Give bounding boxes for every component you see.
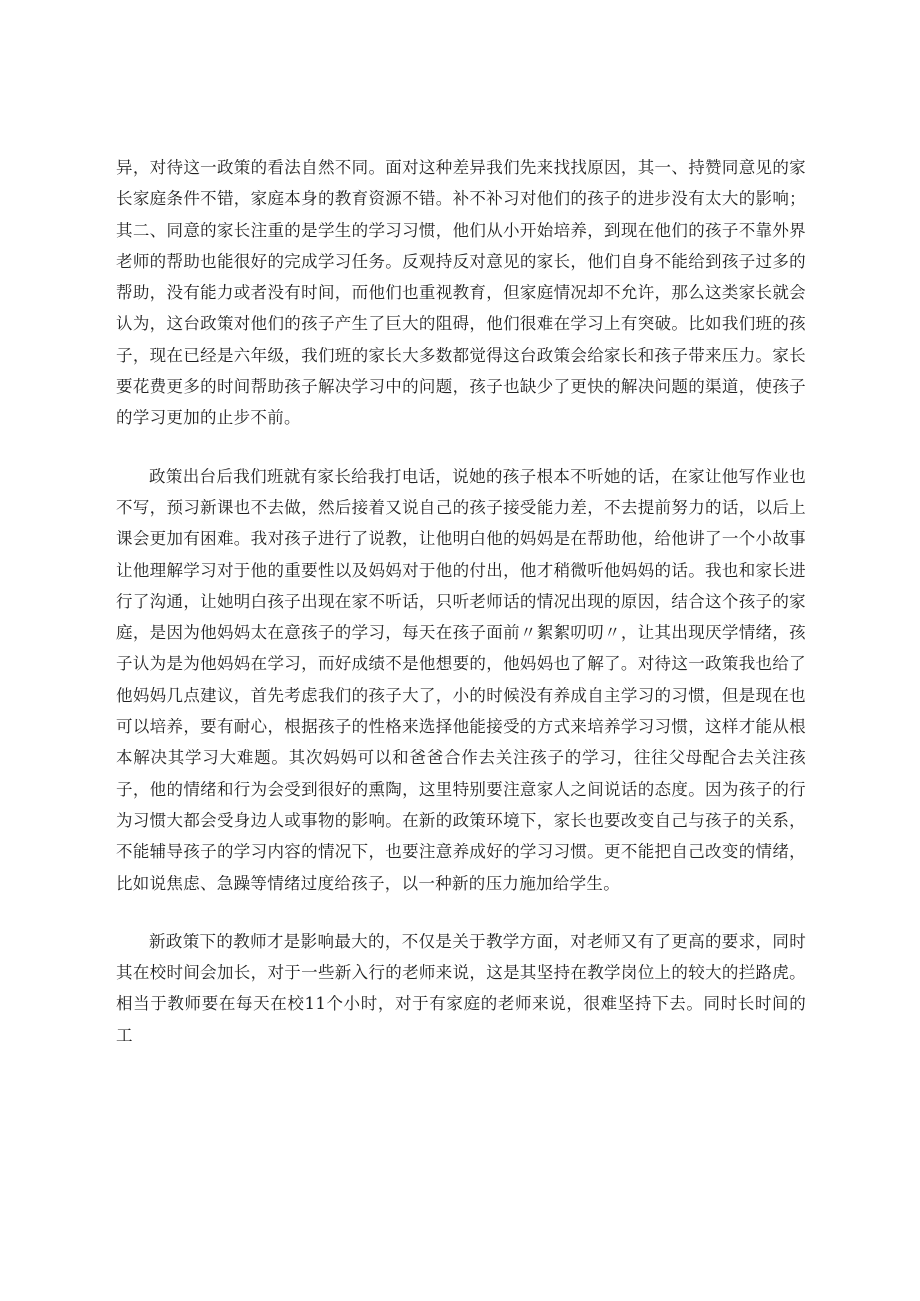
- paragraph-3: 新政策下的教师才是影响最大的，不仅是关于教学方面，对老师又有了更高的要求，同时其在校时间会加长，对于一些新入行的老师来说，这是其坚持在教学岗位上的较大的拦路虎。相当于教师要在每天在校11个小时，对于有家庭的老师来说，很难坚持下去。同时长时间的工: [116, 931, 806, 1045]
- document-body: [116, 152, 806, 1051]
- paragraph-1: 异，对待这一政策的看法自然不同。面对这种差异我们先来找找原因，其一、持赞同意见的家长家庭条件不错，家庭本身的教育资源不错。补不补习对他们的孩子的进步没有太大的影响；其二、同意的家长注重的是学生的学习习惯，他们从小开始培养，到现在他们的孩子不靠外界老师的帮助也能很好的完成学习任务。反观持反对意见的家长，他们自身不能给到孩子过多的帮助，没有能力或者没有时间，而他们也重视教育，但家庭情况却不允许，那么这类家长就会认为，这台政策对他们的孩子产生了巨大的阻碍，他们很难在学习上有突破。比如我们班的孩子，现在已经是六年级，我们班的家长大多数都觉得这台政策会给家长和孩子带来压力。家长要花费更多的时间帮助孩子解决学习中的问题，孩子也缺少了更快的解决问题的渠道，使孩子的学习更加的止步不前。: [116, 158, 806, 428]
- paragraph-2: 政策出台后我们班就有家长给我打电话，说她的孩子根本不听她的话，在家让他写作业也不写，预习新课也不去做，然后接着又说自己的孩子接受能力差，不去提前努力的话，以后上课会更加有困难。我对孩子进行了说教，让他明白他的妈妈是在帮助他，给他讲了一个小故事让他理解学习对于他的重要性以及妈妈对于他的付出，他才稍微听他妈妈的话。我也和家长进行了沟通，让她明白孩子出现在家不听话，只听老师话的情况出现的原因，结合这个孩子的家庭，是因为他妈妈太在意孩子的学习，每天在孩子面前〃絮絮叨叨〃，让其出现厌学情绪，孩子认为是为他妈妈在学习，而好成绩不是他想要的，他妈妈也了解了。对待这一政策我也给了他妈妈几点建议，首先考虑我们的孩子大了，小的时候没有养成自主学习的习惯，但是现在也可以培养，要有耐心，根据孩子的性格来选择他能接受的方式来培养学习习惯，这样才能从根本解决其学习大难题。其次妈妈可以和爸爸合作去关注孩子的学习，往往父母配合去关注孩子，他的情绪和行为会受到很好的熏陶，这里特别要注意家人之间说话的态度。因为孩子的行为习惯大都会受身边人或事物的影响。在新的政策环境下，家长也要改变自己与孩子的关系，不能辅导孩子的学习内容的情况下，也要注意养成好的学习习惯。更不能把自己改变的情绪，比如说焦虑、急躁等情绪过度给孩子，以一种新的压力施加给学生。: [116, 466, 806, 893]
